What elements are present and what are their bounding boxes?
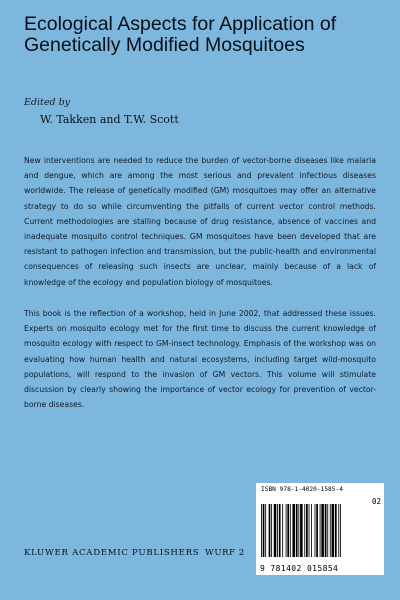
barcode-bar [321, 504, 324, 557]
barcode-bar [315, 504, 316, 557]
description-paragraph-2: This book is the reflection of a workshop, held in June 2002, that addressed these issues. Experts on mosquito ecology met for the first time to discuss the current knowledge of mosquito ecology with respect to GM-insect technology. Emphasis of the workshop was on evaluating how human health and natural ecosystems, including target wild-mosquito populations, will respond to the invasion of GM vectors. This volume will stimulate discussion by clearly showing the importance of vector ecology for prevention of vector-borne diseases. [24, 309, 376, 410]
barcode-bar [263, 504, 265, 557]
description-paragraph-1: New interventions are needed to reduce the burden of vector-borne diseases like malaria and dengue, which are among the most serious and prevalent infectious diseases worldwide. The release of genetically modified (GM) mosquitoes may offer an alternative strategy to do so while circumventing the pitfalls of current vector control methods. Current methodologies are stalling because of drug resistance, absence of vaccines and inadequate mosquito control techniques. GM mosquitoes have been developed that are resistant to pathogen infection and transmission, but the public-health and environmental consequences of releasing such insects are unclear, mainly because of a lack of knowledge of the ecology and population biology of mosquitoes. [24, 156, 376, 287]
barcode-bar [296, 504, 298, 557]
barcode-digits: 9 781402 015854 [260, 564, 339, 573]
barcode-bar [300, 504, 303, 557]
isbn-text: ISBN 978-1-4020-1585-4 [261, 486, 343, 493]
barcode-bar [274, 504, 277, 557]
barcode-bar [287, 504, 289, 557]
barcode-bar [320, 504, 321, 557]
barcode-bar [269, 504, 271, 557]
barcode-bar [316, 504, 318, 557]
barcode-bar [309, 504, 310, 557]
edited-by-label: Edited by [24, 97, 71, 108]
barcode-bar [298, 504, 299, 557]
barcode-bar [292, 504, 295, 557]
barcode-bar [330, 504, 331, 557]
barcode-bar [327, 504, 328, 557]
barcode-bar [290, 504, 291, 557]
barcode-bar [279, 504, 281, 557]
barcode-bar [332, 504, 335, 557]
barcode-bars [260, 504, 379, 557]
barcode-bar [340, 504, 341, 557]
wurf-label: WURF 2 [205, 548, 245, 558]
barcode-bar [338, 504, 339, 557]
barcode-bar [335, 504, 337, 557]
barcode-bar [277, 504, 278, 557]
barcode-bar [271, 504, 272, 557]
barcode-bar [282, 504, 283, 557]
barcode-bar [306, 504, 308, 557]
barcode-bar [265, 504, 266, 557]
barcode-bar [261, 504, 262, 557]
barcode-bar [325, 504, 327, 557]
barcode-bar [286, 504, 287, 557]
book-title: Ecological Aspects for Application of Genetically Modified Mosquitoes [24, 13, 337, 56]
barcode-bar [311, 504, 312, 557]
barcode-addon: 02 [371, 497, 381, 506]
barcode-bar [304, 504, 305, 557]
editors: W. Takken and T.W. Scott [40, 113, 179, 126]
barcode [256, 483, 384, 575]
publisher-name: KLUWER ACADEMIC PUBLISHERS [24, 548, 200, 558]
